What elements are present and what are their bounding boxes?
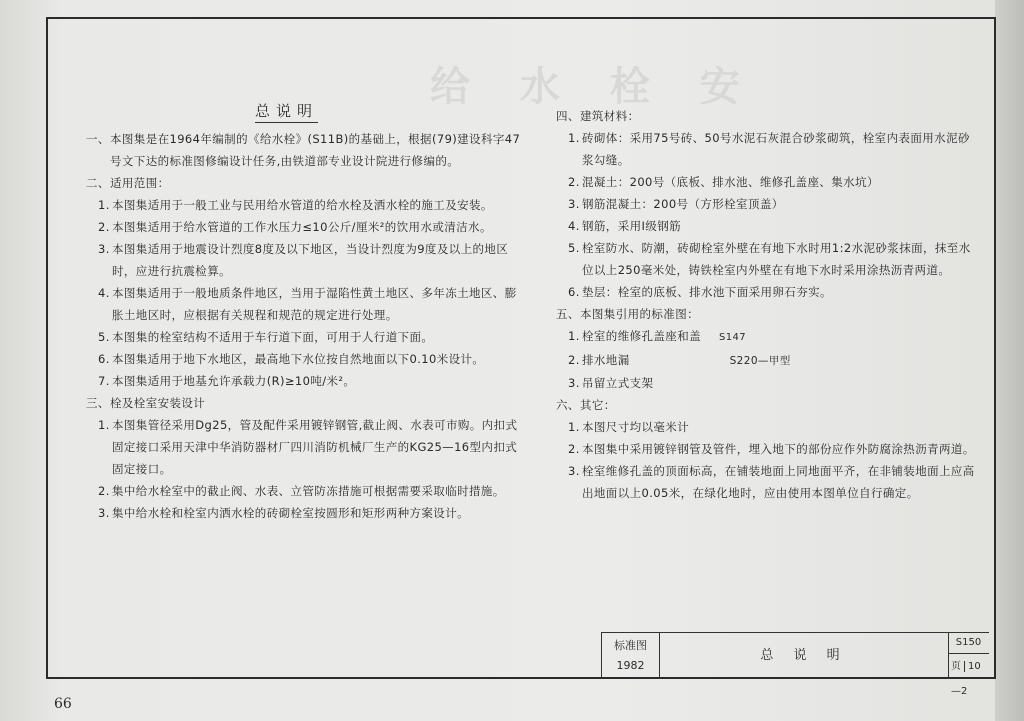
section-3 — [78, 392, 526, 414]
item-number: 6. — [98, 352, 110, 366]
list-item — [548, 416, 978, 438]
section-heading: 本图集引用的标准图： — [580, 307, 699, 321]
section-heading: 栓及栓室安装设计 — [110, 396, 206, 410]
item-text: 本图集中采用镀锌钢管及管件，埋入地下的部份应作外防腐涂热沥青两道。 — [582, 442, 975, 456]
list-item — [548, 281, 978, 303]
item-number: 3. — [98, 506, 110, 520]
item-text: 本图集适用于一般地质条件地区，当用于湿陷性黄土地区、多年冻土地区、膨胀土地区时，应根据有关规程和规范的规定进行处理。 — [112, 286, 517, 322]
section-number: 二、 — [86, 176, 110, 190]
section-number: 六、 — [556, 398, 580, 412]
item-text: 排水地漏 — [582, 353, 630, 367]
left-column — [78, 128, 526, 524]
page-label: 页 — [951, 661, 965, 672]
list-item — [548, 349, 978, 372]
item-text: 栓室的维修孔盖座和盖 — [582, 329, 701, 343]
list-item — [548, 171, 978, 193]
title-block-code — [948, 633, 989, 697]
item-text: 混凝土：200号（底板、排水池、维修孔盖座、集水坑） — [582, 175, 879, 189]
section-5 — [548, 303, 978, 325]
list-item — [548, 215, 978, 237]
item-number: 2. — [568, 442, 580, 456]
item-number: 1. — [568, 420, 580, 434]
list-item — [78, 502, 526, 524]
item-text: 本图集管径采用Dg25，管及配件采用镀锌钢管,截止阀、水表可市购。内扣式固定接口采用天津中华消防器材厂四川消防机械厂生产的KG25—16型内扣式固定接口。 — [112, 418, 518, 476]
item-text: 本图集适用于给水管道的工作水压力≤10公斤/厘米²的饮用水或清洁水。 — [112, 220, 492, 234]
section-heading: 建筑材料： — [580, 109, 640, 123]
list-item — [548, 325, 978, 349]
item-text: 本图集适用于地下水地区，最高地下水位按自然地面以下0.10米设计。 — [112, 352, 485, 366]
standard-label: 标准图 — [614, 639, 647, 652]
item-number: 5. — [568, 241, 580, 255]
item-text: 砖砌体：采用75号砖、50号水泥石灰混合砂浆砌筑，栓室内表面用水泥砂浆勾缝。 — [582, 131, 970, 167]
item-number: 2. — [98, 220, 110, 234]
list-item — [78, 282, 526, 326]
item-text: 本图集适用于地基允许承载力(R)≥10吨/米²。 — [112, 374, 356, 388]
title-block — [601, 632, 989, 697]
item-text: 栓室维修孔盖的顶面标高，在铺装地面上同地面平齐，在非铺装地面上应高出地面以上0.05米，在绿化地时，应由使用本图单位自行确定。 — [582, 464, 975, 500]
list-item — [548, 460, 978, 504]
item-number: 4. — [568, 219, 580, 233]
list-item — [78, 194, 526, 216]
item-text: 垫层：栓室的底板、排水池下面采用卵石夯实。 — [582, 285, 832, 299]
title-block-standard — [602, 633, 660, 679]
section-number: 五、 — [556, 307, 580, 321]
item-text: 本图集适用于一般工业与民用给水管道的给水栓及洒水栓的施工及安装。 — [112, 198, 493, 212]
item-number: 5. — [98, 330, 110, 344]
list-item — [548, 193, 978, 215]
right-column — [548, 105, 978, 504]
item-number: 7. — [98, 374, 110, 388]
standard-year: 1982 — [616, 659, 645, 672]
atlas-code: S150 — [948, 633, 989, 654]
section-6 — [548, 394, 978, 416]
bleed-through-watermark: 给 水 栓 安 — [430, 64, 758, 110]
list-item — [548, 372, 978, 394]
section-1 — [78, 128, 526, 172]
section-text: 本图集是在1964年编制的《给水栓》(S11B)的基础上，根据(79)建设科字47号文下达的标准图修编设计任务,由铁道部专业设计院进行修编的。 — [110, 132, 521, 168]
standard-ref: S220—甲型 — [729, 355, 791, 367]
list-item — [78, 348, 526, 370]
item-number: 1. — [568, 131, 580, 145]
item-text: 吊留立式支架 — [582, 376, 654, 390]
item-text: 本图集适用于地震设计烈度8度及以下地区，当设计烈度为9度及以上的地区时，应进行抗震检算。 — [112, 242, 509, 278]
item-number: 2. — [98, 484, 110, 498]
section-number: 三、 — [86, 396, 110, 410]
item-number: 3. — [98, 242, 110, 256]
item-number: 2. — [568, 353, 580, 367]
page-cell — [948, 654, 989, 697]
list-item — [548, 127, 978, 171]
item-text: 本图尺寸均以毫米计 — [582, 420, 690, 434]
item-number: 3. — [568, 376, 580, 390]
list-item — [78, 238, 526, 282]
section-4 — [548, 105, 978, 127]
standard-ref: S147 — [719, 332, 747, 343]
section-number: 一、 — [86, 132, 110, 146]
page-title: 总说明 — [255, 100, 318, 123]
section-heading: 其它： — [580, 398, 616, 412]
list-item — [548, 237, 978, 281]
item-number: 6. — [568, 285, 580, 299]
book-spine — [995, 0, 1024, 721]
item-number: 2. — [568, 175, 580, 189]
item-number: 1. — [568, 329, 580, 343]
item-number: 3. — [568, 464, 580, 478]
drawing-name: 总 说 明 — [660, 633, 949, 679]
item-text: 本图集的栓室结构不适用于车行道下面，可用于人行道下面。 — [112, 330, 434, 344]
page-number: 66 — [54, 696, 72, 712]
section-2 — [78, 172, 526, 194]
section-heading: 适用范围： — [110, 176, 170, 190]
list-item — [78, 326, 526, 348]
list-item — [78, 480, 526, 502]
item-number: 3. — [568, 197, 580, 211]
section-number: 四、 — [556, 109, 580, 123]
list-item — [78, 216, 526, 238]
item-number: 1. — [98, 418, 110, 432]
sheet-page-number: 10—2 — [951, 661, 981, 697]
item-text: 集中给水栓和栓室内洒水栓的砖砌栓室按圆形和矩形两种方案设计。 — [112, 506, 469, 520]
list-item — [548, 438, 978, 460]
list-item — [78, 414, 526, 480]
item-text: 栓室防水、防潮，砖砌栓室外壁在有地下水时用1:2水泥砂浆抹面，抹至水位以上250毫米处，铸铁栓室内外壁在有地下水时采用涂热沥青两道。 — [582, 241, 971, 277]
item-number: 4. — [98, 286, 110, 300]
item-text: 钢筋，采用Ⅰ级钢筋 — [582, 219, 681, 233]
item-number: 1. — [98, 198, 110, 212]
list-item — [78, 370, 526, 392]
item-text: 集中给水栓室中的截止阀、水表、立管防冻措施可根据需要采取临时措施。 — [112, 484, 505, 498]
item-text: 钢筋混凝土：200号（方形栓室顶盖） — [582, 197, 784, 211]
